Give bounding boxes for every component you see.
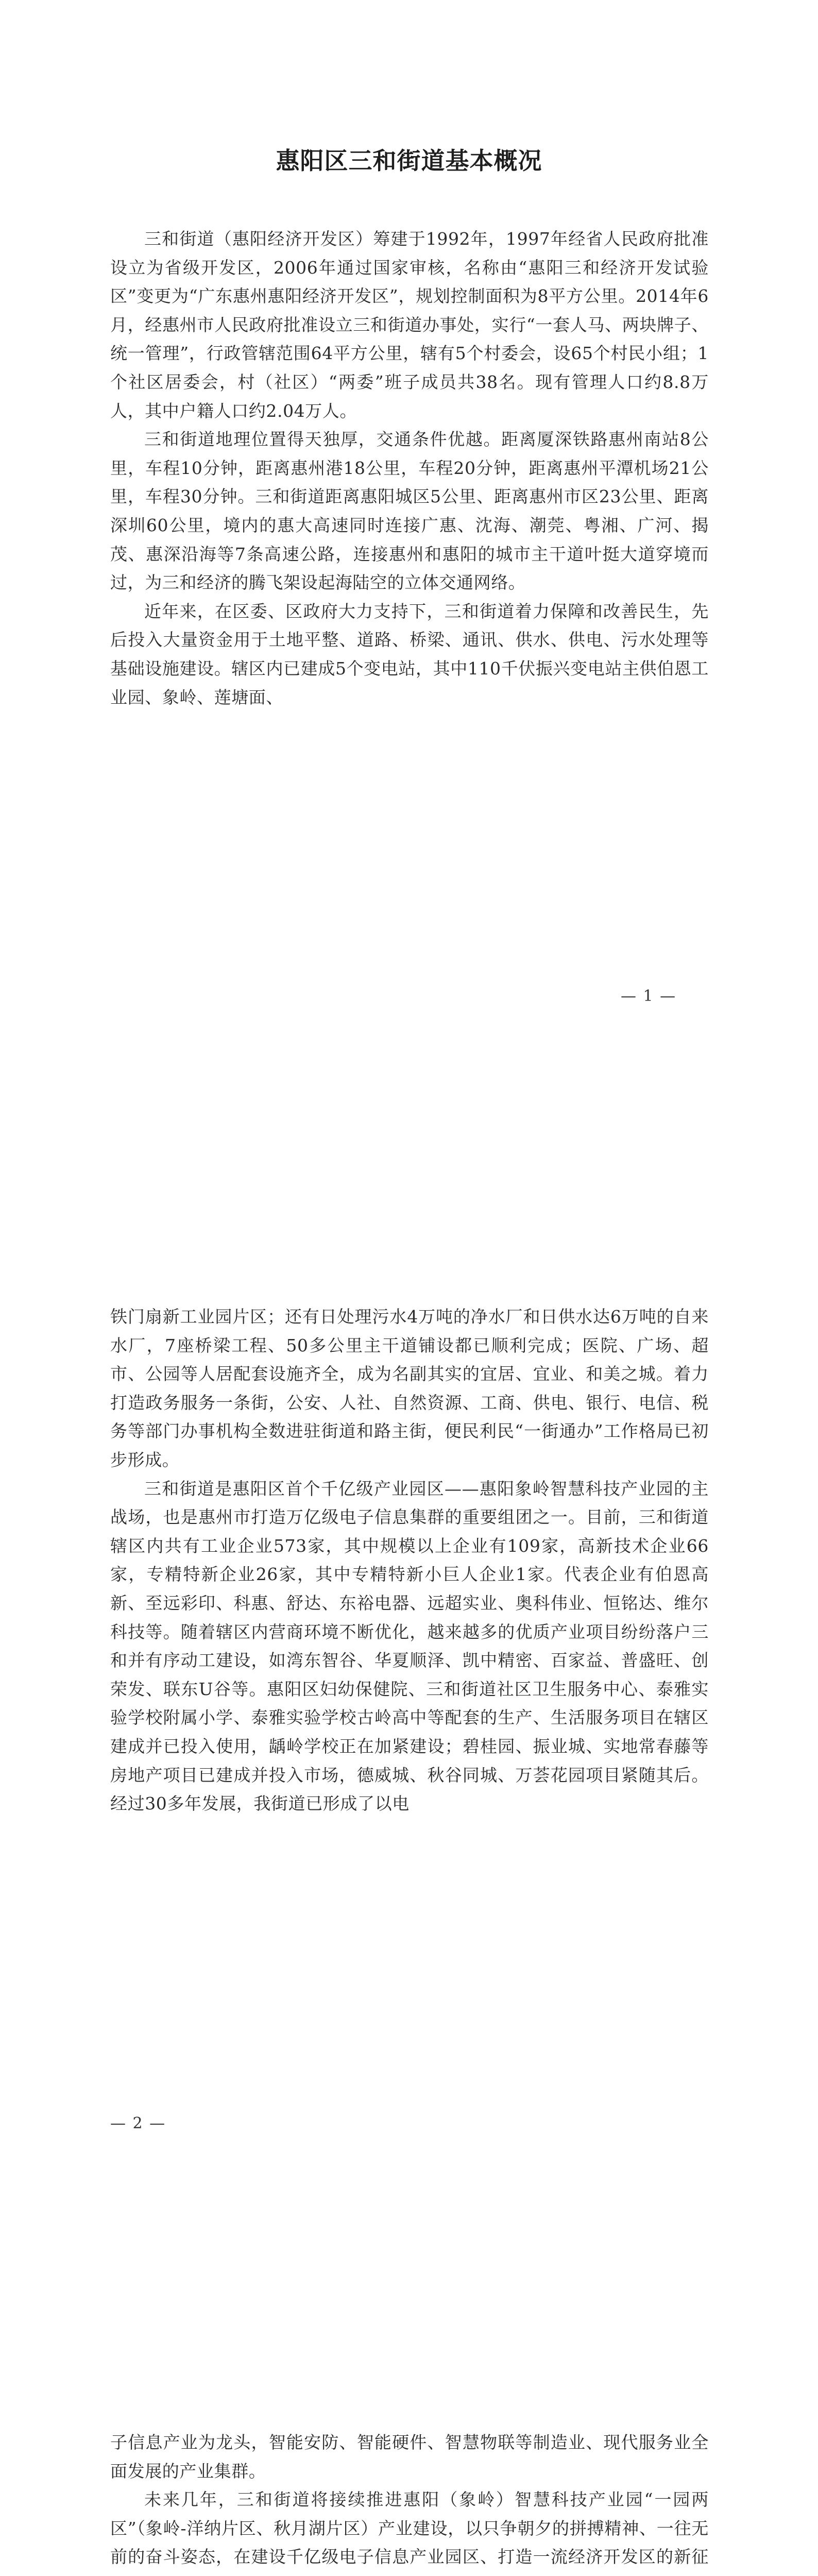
page-3-body <box>110 2428 709 2576</box>
paragraph: 三和街道（惠阳经济开发区）筹建于1992年，1997年经省人民政府批准设立为省级开发区，2006年通过国家审核，名称由“惠阳三和经济开发试验区”变更为“广东惠州惠阳经济开发区”，规划控制面积为8平方公里。2014年6月，经惠州市人民政府批准设立三和街道办事处，实行“一套人马、两块牌子、统一管理”，行政管辖范围64平方公里，辖有5个村委会，设65个村民小组；1个社区居委会，村（社区）“两委”班子成员共38名。现有管理人口约8.8万人，其中户籍人口约2.04万人。 <box>110 229 709 421</box>
paragraph: 子信息产业为龙头，智能安防、智能硬件、智慧物联等制造业、现代服务业全面发展的产业集群。 <box>110 2432 709 2481</box>
page-number: — 1 — <box>621 987 677 1005</box>
paragraph: 三和街道是惠阳区首个千亿级产业园区——惠阳象岭智慧科技产业园的主战场，也是惠州市打造万亿级电子信息集群的重要组团之一。目前，三和街道辖区内共有工业企业573家，其中规模以上企业有109家，高新技术企业66家，专精特新企业26家，其中专精特新小巨人企业1家。代表企业有伯恩高新、至远彩印、科惠、舒达、东裕电器、远超实业、奥科伟业、恒铭达、维尔科技等。随着辖区内营商环境不断优化，越来越多的优质产业项目纷纷落户三和并有序动工建设，如湾东智谷、华夏顺泽、凯中精密、百家益、普盛旺、创荣发、联东U谷等。惠阳区妇幼保健院、三和街道社区卫生服务中心、泰雅实验学校附属小学、泰雅实验学校古岭高中等配套的生产、生活服务项目在辖区建成并已投入使用，龋岭学校正在加紧建设；碧桂园、振业城、实地常春藤等房地产项目已建成并投入市场，德威城、秋谷同城、万荟花园项目紧随其后。经过30多年发展，我街道已形成了以电 <box>110 1478 709 1814</box>
page-1-body <box>110 225 709 711</box>
paragraph: 三和街道地理位置得天独厚，交通条件优越。距离厦深铁路惠州南站8公里，车程10分钟，距离惠州港18公里，车程20分钟，距离惠州平潭机场21公里，车程30分钟。三和街道距离惠阳城区5公里、距离惠州市区23公里、距离深圳60公里，境内的惠大高速同时连接广惠、沈海、潮莞、粤湘、广河、揭茂、惠深沿海等7条高速公路，连接惠州和惠阳的城市主干道叶挺大道穿境而过，为三和经济的腾飞架设起海陆空的立体交通网络。 <box>110 429 709 593</box>
paragraph: 近年来，在区委、区政府大力支持下，三和街道着力保障和改善民生，先后投入大量资金用于土地平整、道路、桥梁、通讯、供水、供电、污水处理等基础设施建设。辖区内已建成5个变电站，其中110千伏振兴变电站主供伯恩工业园、象岭、莲塘面、 <box>110 601 709 707</box>
page-number: — 2 — <box>110 2114 166 2132</box>
page-2-body <box>110 1302 709 1818</box>
document-title: 惠阳区三和街道基本概况 <box>276 147 542 175</box>
paragraph: 未来几年，三和街道将接续推进惠阳（象岭）智慧科技产业园“一园两区”（象岭-洋纳片区、秋月湖片区）产业建设，以只争朝夕的拼搏精神、一往无前的奋斗姿态，在建设千亿级电子信息产业园区、打造一流经济开发区的新征 <box>110 2489 709 2567</box>
paragraph: 铁门扇新工业园片区；还有日处理污水4万吨的净水厂和日供水达6万吨的自来水厂，7座桥梁工程、50多公里主干道铺设都已顺利完成；医院、广场、超市、公园等人居配套设施齐全，成为名副其实的宜居、宜业、和美之城。着力打造政务服务一条街，公安、人社、自然资源、工商、供电、银行、电信、税务等部门办事机构全数进驻街道和路主街，便民利民“一街通办”工作格局已初步形成。 <box>110 1307 709 1470</box>
